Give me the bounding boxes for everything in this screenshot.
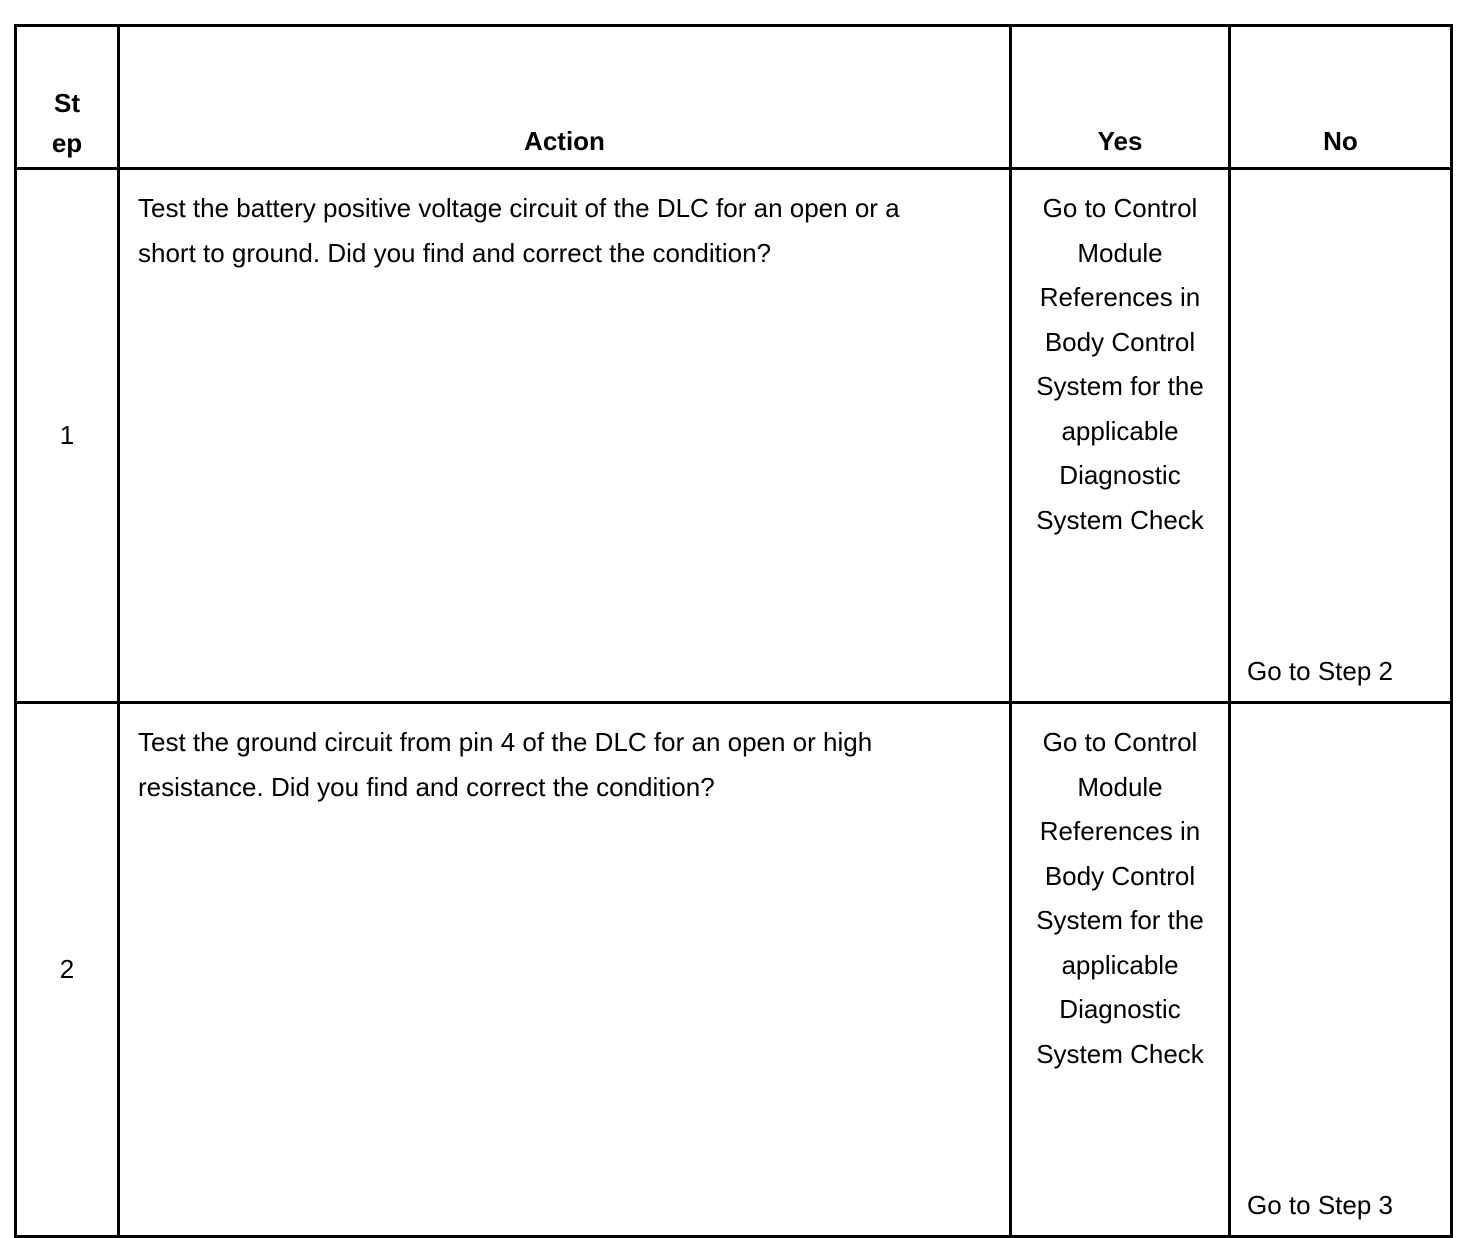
header-row xyxy=(16,26,1452,169)
no-result: Go to Step 3 xyxy=(1230,703,1452,1237)
step-number: 1 xyxy=(16,169,119,703)
no-result: Go to Step 2 xyxy=(1230,169,1452,703)
header-step-label: Step xyxy=(51,88,83,158)
step-number: 2 xyxy=(16,703,119,1237)
table-body xyxy=(16,169,1452,1237)
action-text: Test the ground circuit from pin 4 of the DLC for an open or high resistance. Did you find and correct the condition? xyxy=(119,703,1011,1237)
header-no: No xyxy=(1230,26,1452,169)
yes-result: Go to Control Module References in Body Control System for the applicable Diagnostic System Check xyxy=(1011,169,1230,703)
table-row xyxy=(16,703,1452,1237)
header-yes: Yes xyxy=(1011,26,1230,169)
action-text: Test the battery positive voltage circuit of the DLC for an open or a short to ground. Did you find and correct the condition? xyxy=(119,169,1011,703)
table-row xyxy=(16,169,1452,703)
diagnostic-table xyxy=(14,24,1453,1238)
header-step xyxy=(16,26,119,169)
table-header xyxy=(16,26,1452,169)
header-action: Action xyxy=(119,26,1011,169)
yes-result: Go to Control Module References in Body Control System for the applicable Diagnostic System Check xyxy=(1011,703,1230,1237)
